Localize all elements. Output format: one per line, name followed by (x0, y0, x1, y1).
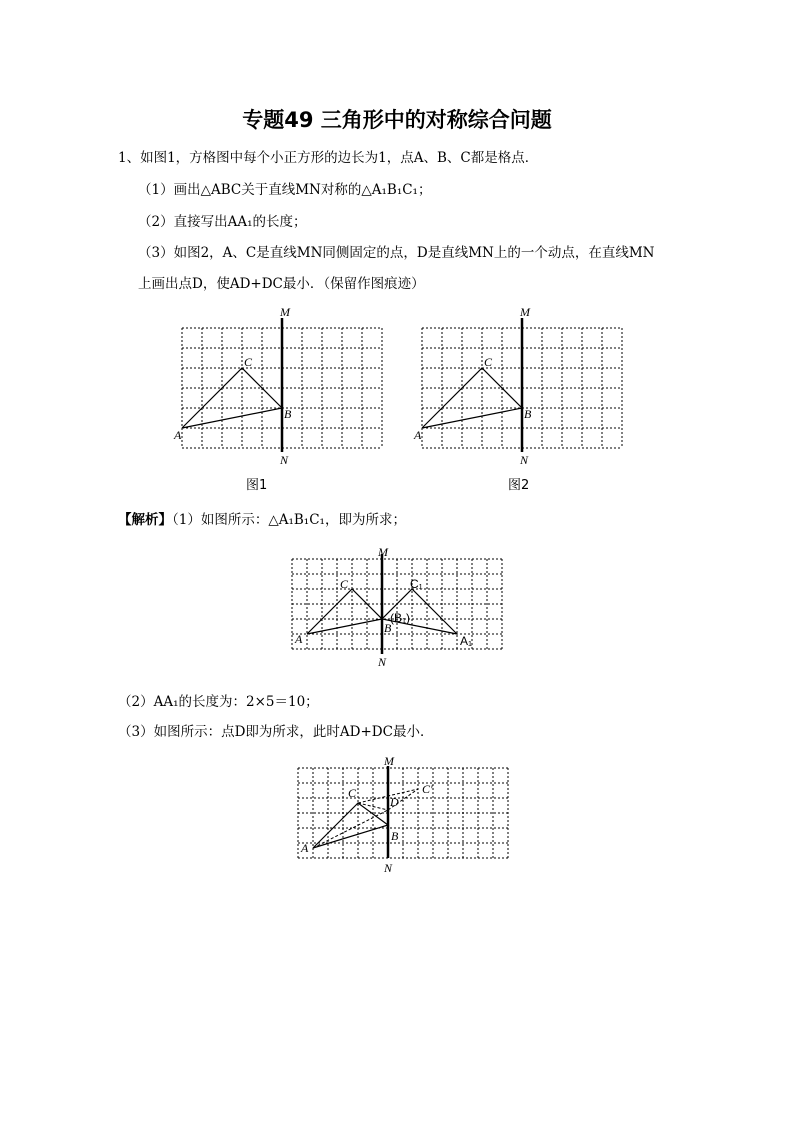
triangle-abc (422, 368, 522, 428)
solution-figure-2 (298, 752, 513, 882)
question-part-3-line-2: 上画出点D，使AD+DC最小．（保留作图痕迹） (138, 276, 425, 292)
triangle-abc (313, 803, 388, 848)
label-m: M (280, 305, 290, 319)
triangle-abc (182, 368, 282, 428)
label-c: C (348, 786, 357, 800)
label-d: D (390, 795, 399, 809)
label-b: B (391, 829, 399, 843)
triangle-abc (307, 589, 382, 634)
figure-2-grid (410, 300, 630, 475)
solution-figure-1 (292, 544, 507, 674)
label-n: N (384, 861, 393, 875)
label-c: C (340, 577, 349, 591)
label-b1: (B₁) (390, 611, 411, 625)
label-c: C (484, 355, 493, 369)
solution-part-3: （3）如图所示：点D即为所求，此时AD+DC最小． (118, 724, 434, 740)
label-m: M (520, 305, 530, 319)
label-b: B (524, 407, 532, 421)
label-n: N (378, 655, 387, 669)
figure-2-caption: 图2 (508, 478, 530, 493)
label-c: C (244, 355, 253, 369)
label-a1: A₁ (460, 634, 473, 648)
label-n: N (280, 453, 289, 467)
label-c-prime: C' (422, 782, 433, 796)
question-part-3-line-1: （3）如图2，A、C是直线MN同侧固定的点，D是直线MN上的一个动点，在直线MN (138, 245, 655, 261)
page-title: 专题49 三角形中的对称综合问题 (242, 108, 552, 132)
label-a: A (295, 632, 303, 646)
label-a: A (301, 841, 309, 855)
solution-part-2: （2）AA₁的长度为：2×5＝10； (118, 694, 319, 710)
figure-1-caption: 图1 (246, 478, 268, 493)
label-a: A (174, 428, 182, 442)
solution-part-1-text: （1）如图所示：△A₁B₁C₁，即为所求； (172, 512, 406, 528)
grid-lines (298, 768, 508, 858)
figure-1-grid (170, 300, 390, 475)
label-b: B (384, 621, 392, 635)
label-a: A (414, 428, 422, 442)
solution-heading: 【解析】 (118, 512, 172, 528)
label-n: N (520, 453, 529, 467)
label-b: B (284, 407, 292, 421)
question-part-1: （1）画出△ABC关于直线MN对称的△A₁B₁C₁； (138, 182, 432, 198)
label-m: M (384, 754, 394, 768)
label-c1: C₁ (410, 577, 423, 591)
question-intro: 1、如图1，方格图中每个小正方形的边长为1，点A、B、C都是格点． (118, 150, 539, 166)
label-m: M (378, 545, 388, 559)
question-part-2: （2）直接写出AA₁的长度； (138, 214, 307, 230)
solution-part-1 (118, 508, 406, 528)
